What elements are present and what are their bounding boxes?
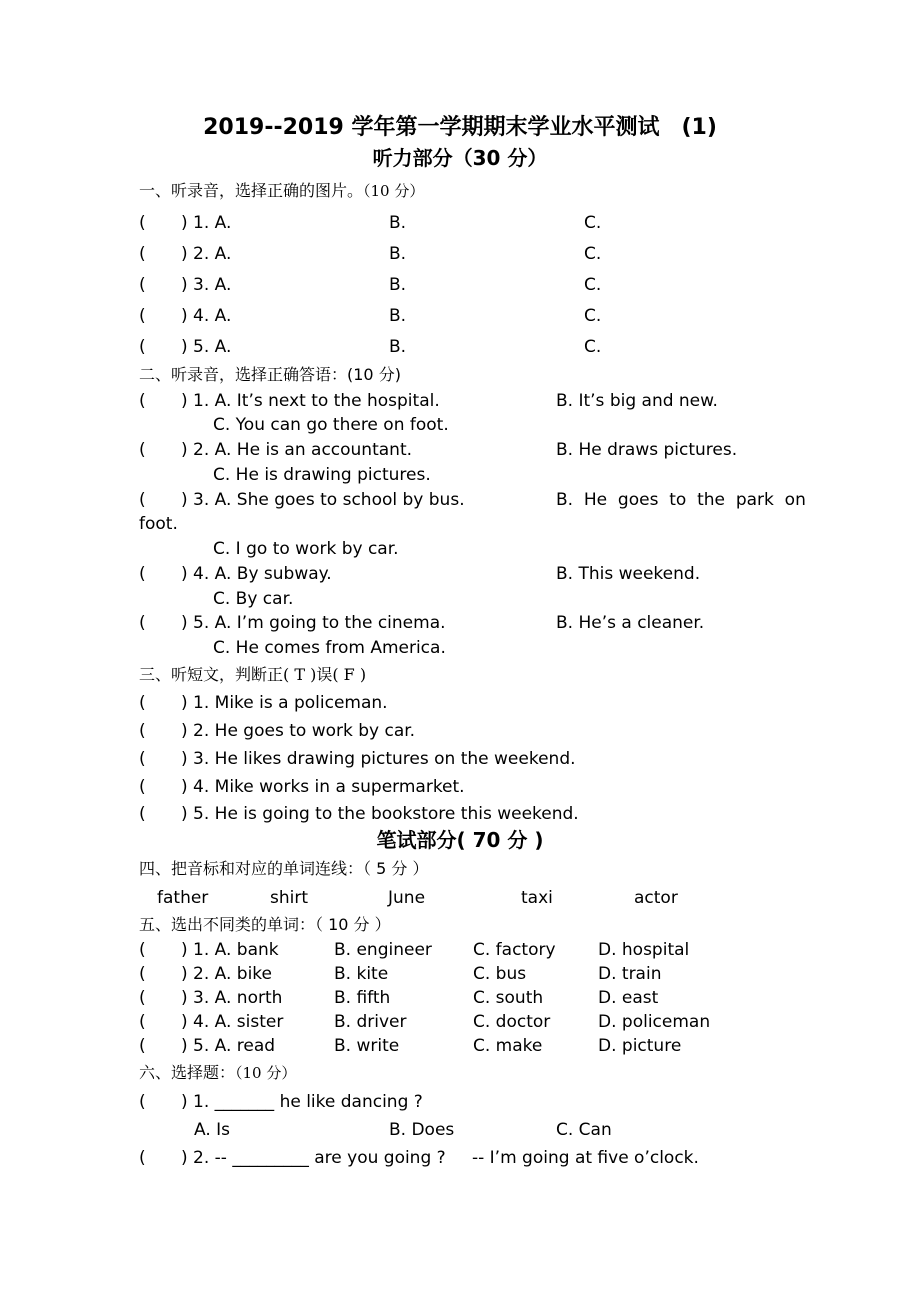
page-title: 2019--2019 学年第一学期期末学业水平测试 (1) xyxy=(203,115,717,140)
section-1-heading xyxy=(139,181,424,201)
question-stem: ) 3. A. xyxy=(181,275,232,295)
option-b: B. xyxy=(389,337,407,357)
match-word: father xyxy=(157,888,209,908)
option-b: B. driver xyxy=(334,1012,407,1032)
option-b: B. He draws pictures. xyxy=(556,440,738,460)
option-b: B. He goes to the park on xyxy=(556,490,806,510)
option-c: C. xyxy=(584,244,602,264)
match-word: June xyxy=(388,888,426,908)
section-1-points: （10 分） xyxy=(363,182,425,200)
option-c: C. doctor xyxy=(473,1012,551,1032)
answer-bracket[interactable]: ( xyxy=(139,777,146,797)
match-word: taxi xyxy=(521,888,553,908)
option-c: C. xyxy=(584,213,602,233)
question-stem: ) 1. A. xyxy=(181,213,232,233)
answer-bracket[interactable]: ( xyxy=(139,964,146,984)
option-c: C. You can go there on foot. xyxy=(213,415,449,435)
answer-bracket[interactable]: ( xyxy=(139,213,146,233)
section-3-heading: 三、听短文，判断正( T )误( F ) xyxy=(139,665,367,684)
option-c: C. make xyxy=(473,1036,543,1056)
answer-bracket[interactable]: ( xyxy=(139,613,146,633)
section-2-heading: 二、听录音，选择正确答语：(10 分) xyxy=(139,365,401,384)
answer-bracket[interactable]: ( xyxy=(139,244,146,264)
answer-bracket[interactable]: ( xyxy=(139,988,146,1008)
option-b: B. It’s big and new. xyxy=(556,391,718,411)
answer-bracket[interactable]: ( xyxy=(139,721,146,741)
option-b: B. xyxy=(389,275,407,295)
option-a: ) 3. A. north xyxy=(181,988,283,1008)
answer-bracket[interactable]: ( xyxy=(139,391,146,411)
answer-bracket[interactable]: ( xyxy=(139,693,146,713)
answer-bracket[interactable]: ( xyxy=(139,337,146,357)
question-stem: ) 5. A. xyxy=(181,337,232,357)
question-stem: ) 1. _______ he like dancing ? xyxy=(181,1092,423,1112)
option-b: B. xyxy=(389,213,407,233)
option-a: ) 1. A. bank xyxy=(181,940,279,960)
section-5-heading: 五、选出不同类的单词：（ 10 分 ） xyxy=(139,915,391,934)
option-a: ) 5. A. read xyxy=(181,1036,276,1056)
option-c: C. xyxy=(584,306,602,326)
answer-bracket[interactable]: ( xyxy=(139,1148,146,1168)
option-d: D. picture xyxy=(598,1036,682,1056)
match-word: shirt xyxy=(270,888,309,908)
statement: ) 2. He goes to work by car. xyxy=(181,721,416,741)
answer-bracket[interactable]: ( xyxy=(139,940,146,960)
option-b: B. xyxy=(389,244,407,264)
option-a: ) 4. A. sister xyxy=(181,1012,284,1032)
option-a: ) 1. A. It’s next to the hospital. xyxy=(181,391,440,411)
answer-bracket[interactable]: ( xyxy=(139,1092,146,1112)
answer-bracket[interactable]: ( xyxy=(139,1036,146,1056)
option-b-wrap: foot. xyxy=(139,514,178,534)
option-c: C. He comes from America. xyxy=(213,638,446,658)
answer-bracket[interactable]: ( xyxy=(139,306,146,326)
statement: ) 1. Mike is a policeman. xyxy=(181,693,388,713)
option-c: C. south xyxy=(473,988,544,1008)
option-a: ) 2. A. bike xyxy=(181,964,273,984)
option-d: D. hospital xyxy=(598,940,690,960)
option-c: C. bus xyxy=(473,964,527,984)
answer-bracket[interactable]: ( xyxy=(139,490,146,510)
section-6-heading xyxy=(139,1063,296,1083)
option-a: ) 2. A. He is an accountant. xyxy=(181,440,413,460)
option-c: C. I go to work by car. xyxy=(213,539,399,559)
option-b: B. xyxy=(389,306,407,326)
answer-bracket[interactable]: ( xyxy=(139,749,146,769)
option-b: B. kite xyxy=(334,964,389,984)
option-d: D. train xyxy=(598,964,662,984)
answer-bracket[interactable]: ( xyxy=(139,275,146,295)
answer-bracket[interactable]: ( xyxy=(139,804,146,824)
option-b: B. Does xyxy=(389,1120,455,1140)
listening-header: 听力部分（30 分） xyxy=(372,146,548,170)
section-6-title: 六、选择题： xyxy=(139,1063,236,1082)
option-c: C. factory xyxy=(473,940,556,960)
option-d: D. east xyxy=(598,988,659,1008)
statement: ) 3. He likes drawing pictures on the weekend. xyxy=(181,749,576,769)
statement: ) 5. He is going to the bookstore this weekend. xyxy=(181,804,579,824)
question-stem: ) 2. -- _________ are you going ? xyxy=(181,1148,446,1168)
question-stem: ) 2. A. xyxy=(181,244,232,264)
option-a: ) 5. A. I’m going to the cinema. xyxy=(181,613,446,633)
option-a: A. Is xyxy=(194,1120,231,1140)
option-b: B. This weekend. xyxy=(556,564,701,584)
option-c: C. xyxy=(584,275,602,295)
section-1-title: 一、听录音，选择正确的图片。 xyxy=(139,181,364,200)
section-4-heading: 四、把音标和对应的单词连线：（ 5 分 ） xyxy=(139,859,429,878)
option-c: C. xyxy=(584,337,602,357)
written-header: 笔试部分( 70 分 ) xyxy=(376,828,544,852)
option-c: C. Can xyxy=(556,1120,612,1140)
option-b: B. engineer xyxy=(334,940,432,960)
answer-bracket[interactable]: ( xyxy=(139,1012,146,1032)
option-c: C. He is drawing pictures. xyxy=(213,465,431,485)
option-b: B. write xyxy=(334,1036,400,1056)
answer-bracket[interactable]: ( xyxy=(139,440,146,460)
option-b: B. fifth xyxy=(334,988,391,1008)
option-a: ) 4. A. By subway. xyxy=(181,564,332,584)
option-c: C. By car. xyxy=(213,589,294,609)
answer-bracket[interactable]: ( xyxy=(139,564,146,584)
option-a: ) 3. A. She goes to school by bus. xyxy=(181,490,465,510)
section-6-points: （10 分） xyxy=(235,1064,297,1082)
question-reply: -- I’m going at five o’clock. xyxy=(472,1148,699,1168)
question-stem: ) 4. A. xyxy=(181,306,232,326)
option-d: D. policeman xyxy=(598,1012,711,1032)
option-b: B. He’s a cleaner. xyxy=(556,613,705,633)
match-word: actor xyxy=(634,888,678,908)
statement: ) 4. Mike works in a supermarket. xyxy=(181,777,465,797)
